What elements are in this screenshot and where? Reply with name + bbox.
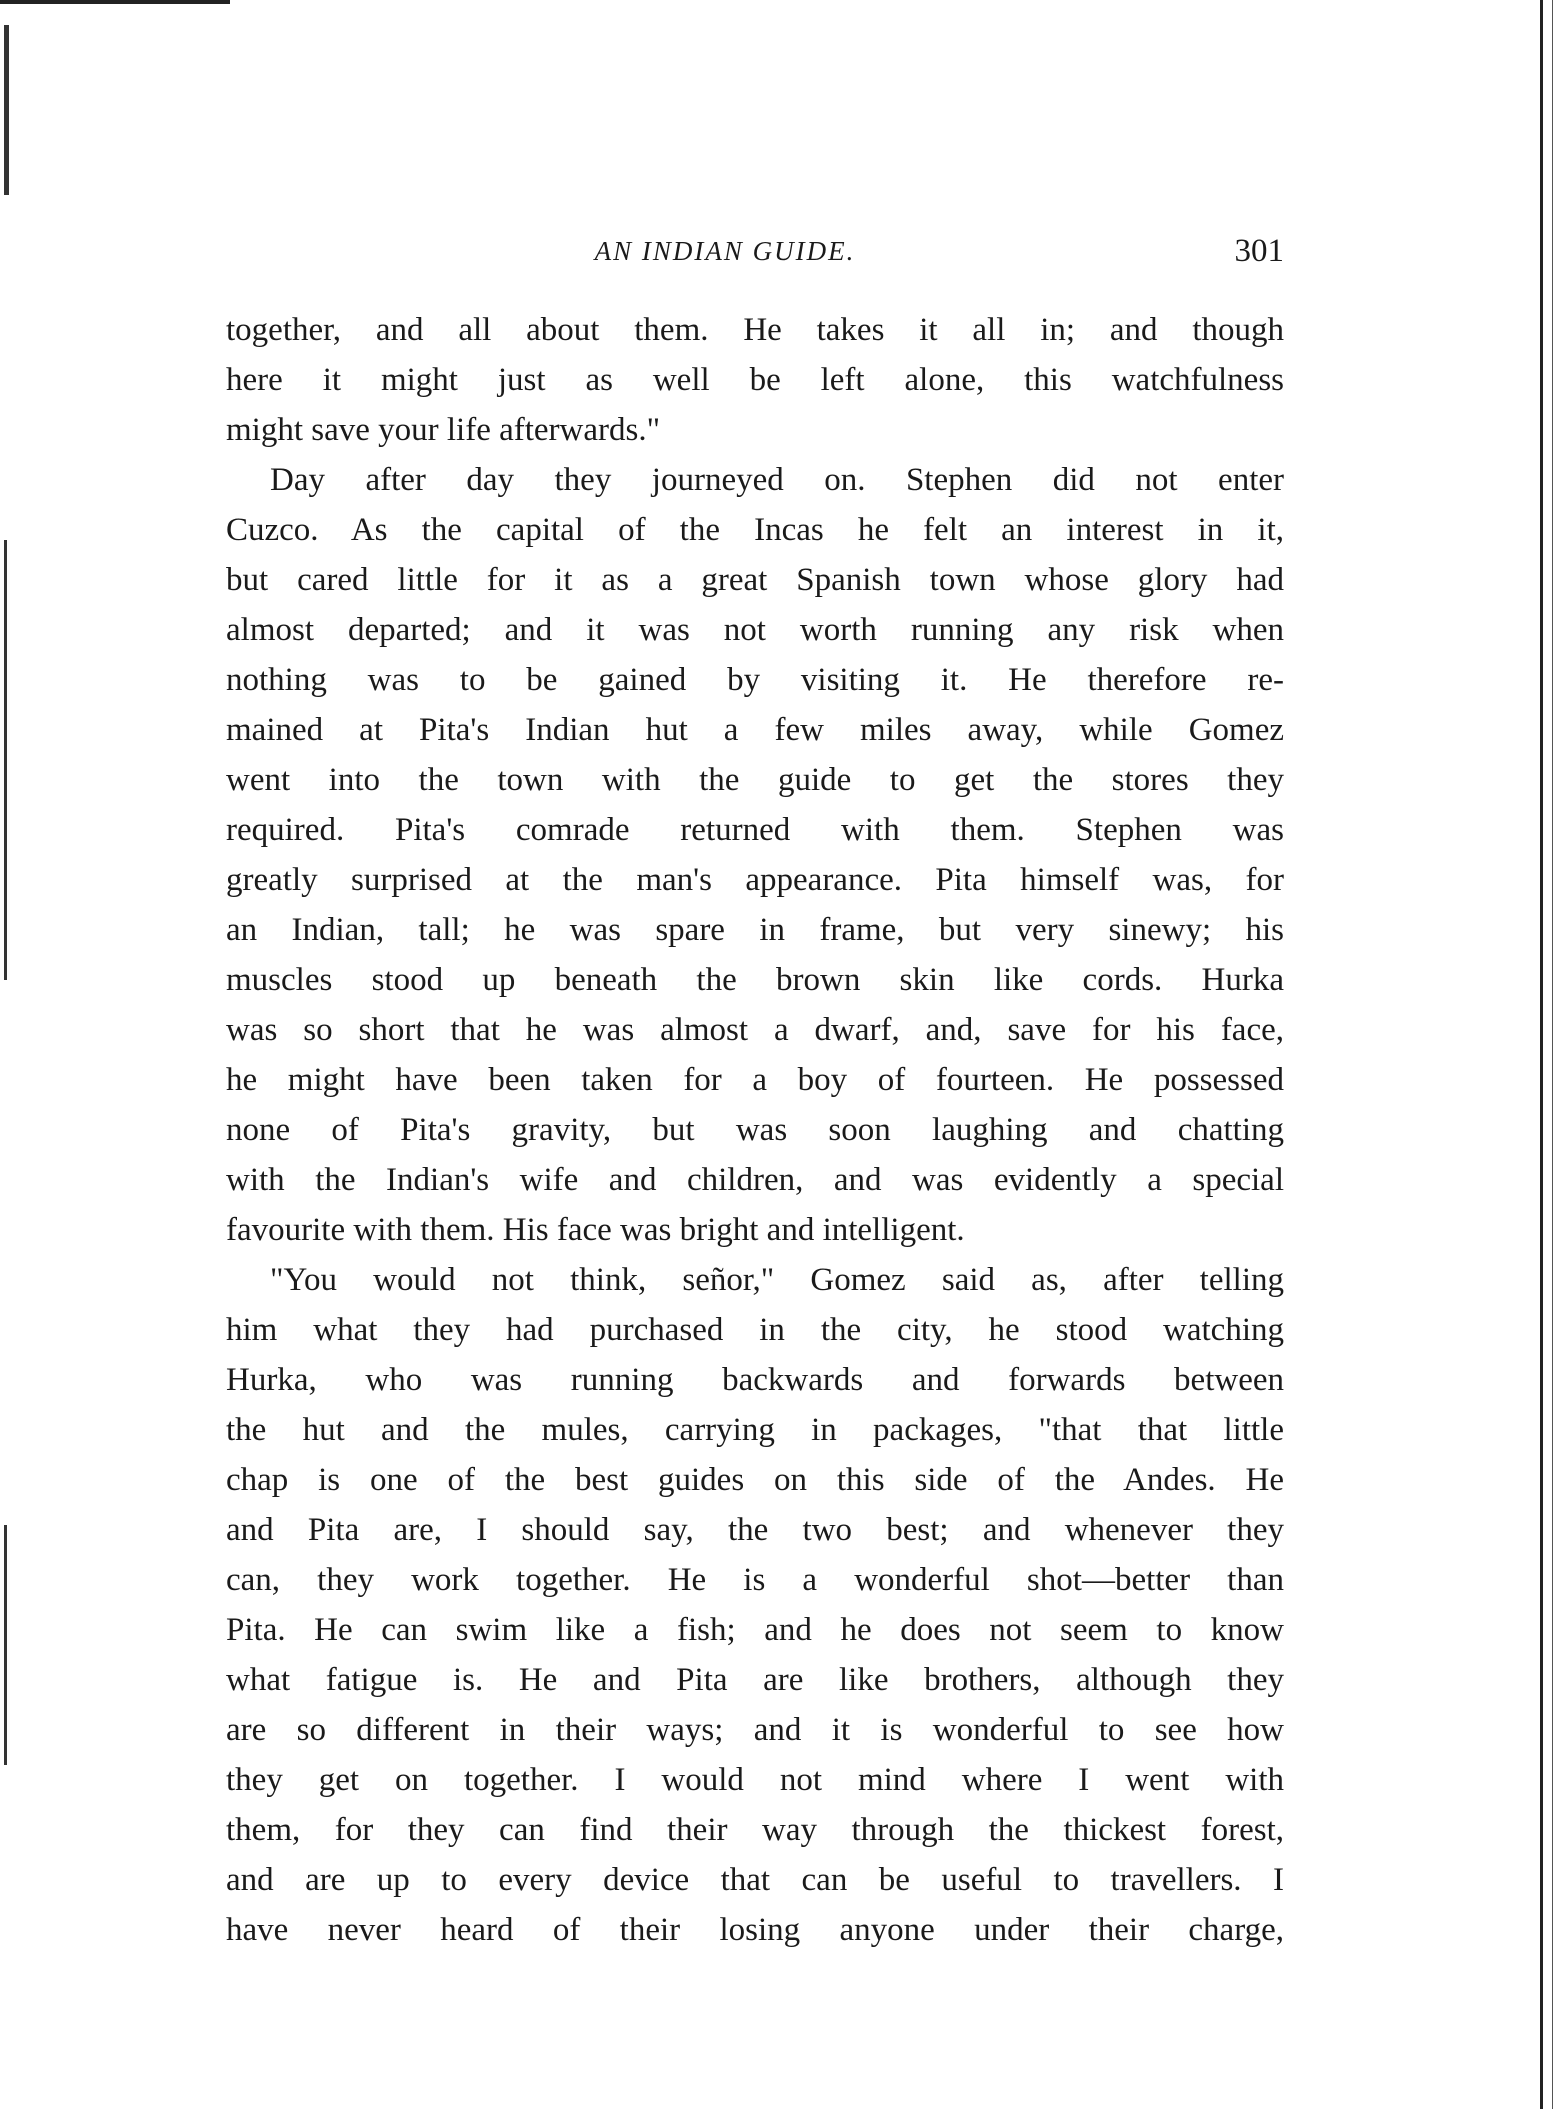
text-line: muscles stood up beneath the brown skin like cords. Hurka bbox=[226, 962, 1284, 998]
text-line: none of Pita's gravity, but was soon laughing and chatting bbox=[226, 1112, 1284, 1148]
running-head bbox=[226, 228, 1284, 274]
text-line: them, for they can find their way through the thickest forest, bbox=[226, 1812, 1284, 1848]
text-line: "You would not think, señor," Gomez said as, after telling bbox=[270, 1262, 1284, 1298]
body-text bbox=[226, 305, 1284, 1955]
text-line: what fatigue is. He and Pita are like brothers, although they bbox=[226, 1662, 1284, 1698]
text-line: and Pita are, I should say, the two best; and whenever they bbox=[226, 1512, 1284, 1548]
text-line: Pita. He can swim like a fish; and he does not seem to know bbox=[226, 1612, 1284, 1648]
text-line: but cared little for it as a great Spanish town whose glory had bbox=[226, 562, 1284, 598]
text-line: are so different in their ways; and it is wonderful to see how bbox=[226, 1712, 1284, 1748]
text-line: Cuzco. As the capital of the Incas he felt an interest in it, bbox=[226, 512, 1284, 548]
text-line: mained at Pita's Indian hut a few miles away, while Gomez bbox=[226, 712, 1284, 748]
text-line: an Indian, tall; he was spare in frame, but very sinewy; his bbox=[226, 912, 1284, 948]
text-line: here it might just as well be left alone, this watchfulness bbox=[226, 362, 1284, 398]
page-number: 301 bbox=[1234, 233, 1284, 269]
text-line: with the Indian's wife and children, and was evidently a special bbox=[226, 1162, 1284, 1198]
text-line: together, and all about them. He takes it all in; and though bbox=[226, 312, 1284, 348]
text-line: favourite with them. His face was bright and intelligent. bbox=[226, 1212, 965, 1248]
text-line: nothing was to be gained by visiting it. He therefore re- bbox=[226, 662, 1284, 698]
text-line: Day after day they journeyed on. Stephen did not enter bbox=[270, 462, 1284, 498]
running-head-title: AN INDIAN GUIDE. bbox=[594, 236, 856, 266]
text-line: him what they had purchased in the city, he stood watching bbox=[226, 1312, 1284, 1348]
text-line: went into the town with the guide to get the stores they bbox=[226, 762, 1284, 798]
text-line: the hut and the mules, carrying in packages, "that that little bbox=[226, 1412, 1284, 1448]
paragraph bbox=[226, 305, 1284, 455]
text-line: was so short that he was almost a dwarf, and, save for his face, bbox=[226, 1012, 1284, 1048]
text-line: have never heard of their losing anyone under their charge, bbox=[226, 1912, 1284, 1948]
paragraph bbox=[226, 1255, 1284, 1955]
scan-border-right bbox=[1552, 0, 1553, 2109]
scan-border-top bbox=[0, 0, 230, 24]
text-line: they get on together. I would not mind where I went with bbox=[226, 1762, 1284, 1798]
text-line: he might have been taken for a boy of fourteen. He possessed bbox=[226, 1062, 1284, 1098]
paragraph bbox=[226, 455, 1284, 1255]
text-line: Hurka, who was running backwards and forwards between bbox=[226, 1362, 1284, 1398]
scan-border-right bbox=[1540, 0, 1543, 2109]
text-line: chap is one of the best guides on this side of the Andes. He bbox=[226, 1462, 1284, 1498]
text-line: and are up to every device that can be useful to travellers. I bbox=[226, 1862, 1284, 1898]
text-line: can, they work together. He is a wonderful shot—better than bbox=[226, 1562, 1284, 1598]
scan-border-left bbox=[4, 540, 7, 980]
scan-border-left bbox=[4, 1525, 7, 1765]
text-line: might save your life afterwards." bbox=[226, 412, 661, 448]
text-line: greatly surprised at the man's appearance. Pita himself was, for bbox=[226, 862, 1284, 898]
text-line: almost departed; and it was not worth running any risk when bbox=[226, 612, 1284, 648]
text-line: required. Pita's comrade returned with them. Stephen was bbox=[226, 812, 1284, 848]
scan-border-left bbox=[4, 25, 9, 195]
